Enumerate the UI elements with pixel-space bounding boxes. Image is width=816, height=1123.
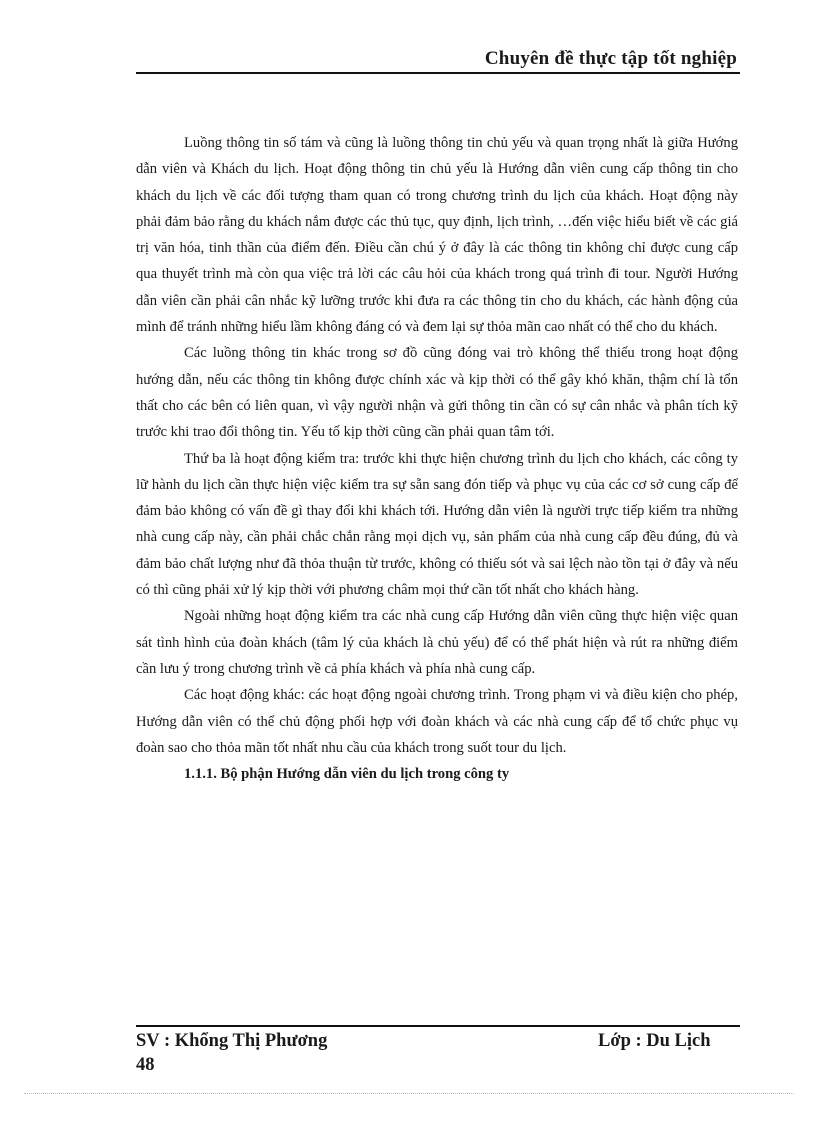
paragraph: Các luồng thông tin khác trong sơ đồ cũng đóng vai trò không thể thiếu trong hoạt động hướng dẫn, nếu các thông tin không được chính xác và kịp thời có thể gây khó khăn, thậm chí là tổn thất cho các bên có liên quan, vì vậy người nhận và gửi thông tin cần có sự cân nhắc và phân tích kỹ trước khi trao đổi thông tin. Yếu tố kịp thời cũng cần phải quan tâm tới.	[136, 345, 738, 441]
paragraph: Các hoạt động khác: các hoạt động ngoài chương trình. Trong phạm vi và điều kiện cho phép, Hướng dẫn viên có thể chủ động phối hợp với đoàn khách và các nhà cung cấp để tổ chức phục vụ đoàn sao cho thỏa mãn tốt nhất nhu cầu của khách trong suốt tour du lịch.	[136, 687, 738, 756]
paragraph: Ngoài những hoạt động kiểm tra các nhà cung cấp Hướng dẫn viên cũng thực hiện việc quan sát tình hình của đoàn khách (tâm lý của khách là chủ yếu) để có thể phát hiện và rút ra những điểm cần lưu ý trong chương trình về cả phía khách và phía nhà cung cấp.	[136, 608, 738, 677]
header-divider	[136, 72, 740, 74]
footer-divider	[136, 1025, 740, 1027]
page-header-title: Chuyên đề thực tập tốt nghiệp	[484, 48, 737, 69]
footer-class-name: Lớp : Du Lịch	[598, 1031, 711, 1051]
paragraph: Thứ ba là hoạt động kiểm tra: trước khi thực hiện chương trình du lịch cho khách, các công ty lữ hành du lịch cần thực hiện việc kiểm tra sự sẵn sang đón tiếp và phục vụ của các cơ sở cung cấp để đảm bảo không có vấn đề gì thay đổi khi khách tới. Hướng dẫn viên là người trực tiếp kiểm tra những nhà cung cấp này, cần phải chắc chắn rằng mọi dịch vụ, sản phẩm của nhà cung cấp đều đúng, đủ và đảm bảo chất lượng như đã thỏa thuận từ trước, không có thiếu sót và sai lệch nào tồn tại ở đây và nếu có thì cũng phải xử lý kịp thời với phương châm mọi thứ cần tốt nhất cho khách hàng.	[136, 450, 738, 599]
document-body	[136, 130, 738, 787]
page-edge-divider	[24, 1093, 794, 1094]
paragraph: Luồng thông tin số tám và cũng là luồng thông tin chủ yếu và quan trọng nhất là giữa Hướng dẫn viên và Khách du lịch. Hoạt động thông tin chủ yếu là Hướng dẫn viên cung cấp thông tin cho khách du lịch về các đối tượng tham quan có trong chương trình du lịch của khách. Hoạt động này phải đảm bảo rằng du khách nắm được các thủ tục, quy định, lịch trình, …đến việc hiểu biết về các giá trị văn hóa, tinh thần của điểm đến. Điều cần chú ý ở đây là các thông tin không chỉ được cung cấp qua thuyết trình mà còn qua việc trả lời các câu hỏi của khách trong quá trình đi tour. Người Hướng dẫn viên cần phải cân nhắc kỹ lưỡng trước khi đưa ra các thông tin cho du khách, các hành động của mình để tránh những hiểu lầm không đáng có và đem lại sự thỏa mãn cao nhất có thể cho du khách.	[136, 135, 738, 336]
section-heading: 1.1.1. Bộ phận Hướng dẫn viên du lịch trong công ty	[184, 766, 510, 783]
page-number: 48	[136, 1055, 155, 1075]
footer-student-name: SV : Khổng Thị Phương	[136, 1031, 328, 1051]
